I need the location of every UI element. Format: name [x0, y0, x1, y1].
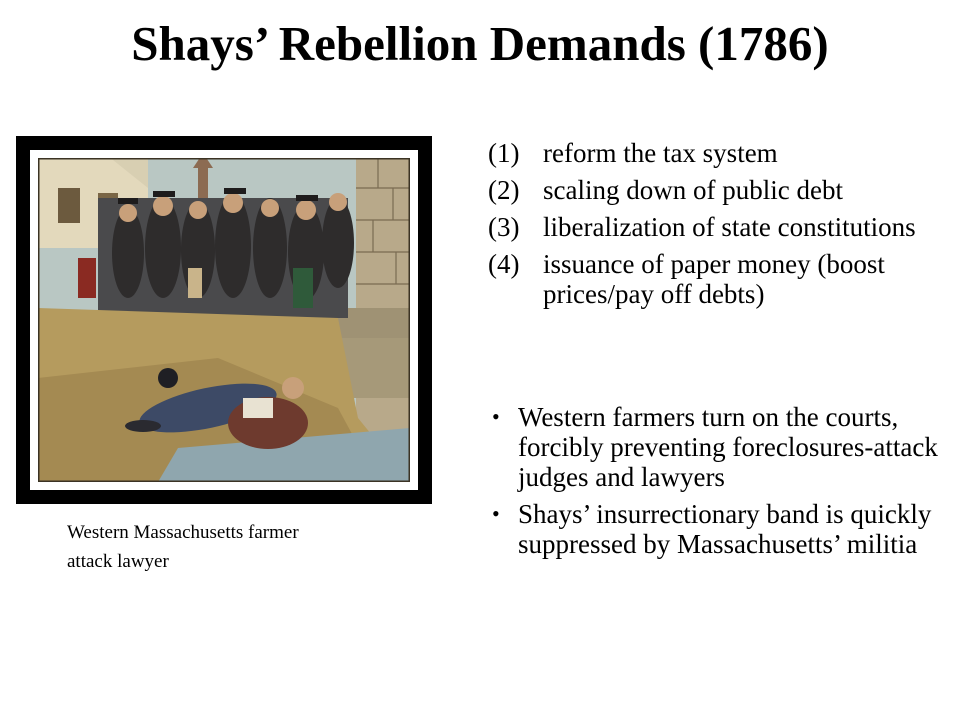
demand-item: [488, 138, 948, 168]
farmers-attack-lawyer-illustration: [38, 158, 410, 482]
bullet-icon: •: [492, 501, 500, 526]
demand-number: (2): [488, 175, 520, 205]
demand-item: [488, 212, 948, 242]
picture-mat: [30, 150, 418, 490]
demand-text: issuance of paper money (boost prices/pay off debts): [543, 249, 885, 309]
caption-line: Western Massachusetts farmer: [67, 522, 299, 543]
picture-caption: [67, 518, 387, 576]
summary-bullets: [492, 402, 942, 566]
slide-title: Shays’ Rebellion Demands (1786): [131, 16, 829, 71]
picture-frame: [16, 136, 432, 504]
demand-item: [488, 249, 948, 309]
bullet-text: Shays’ insurrectionary band is quickly suppressed by Massachusetts’ militia: [518, 499, 932, 559]
demand-text: reform the tax system: [543, 138, 778, 168]
bullet-item: [492, 402, 942, 492]
demand-text: scaling down of public debt: [543, 175, 843, 205]
bullet-icon: •: [492, 404, 500, 429]
demand-number: (4): [488, 249, 520, 279]
demands-list: [488, 138, 948, 316]
demand-text: liberalization of state constitutions: [543, 212, 916, 242]
bullet-item: [492, 499, 942, 559]
demand-number: (3): [488, 212, 520, 242]
bullet-text: Western farmers turn on the courts, forcibly preventing foreclosures-attack judges and lawyers: [518, 402, 938, 492]
demand-item: [488, 175, 948, 205]
caption-line: attack lawyer: [67, 551, 169, 572]
demand-number: (1): [488, 138, 520, 168]
